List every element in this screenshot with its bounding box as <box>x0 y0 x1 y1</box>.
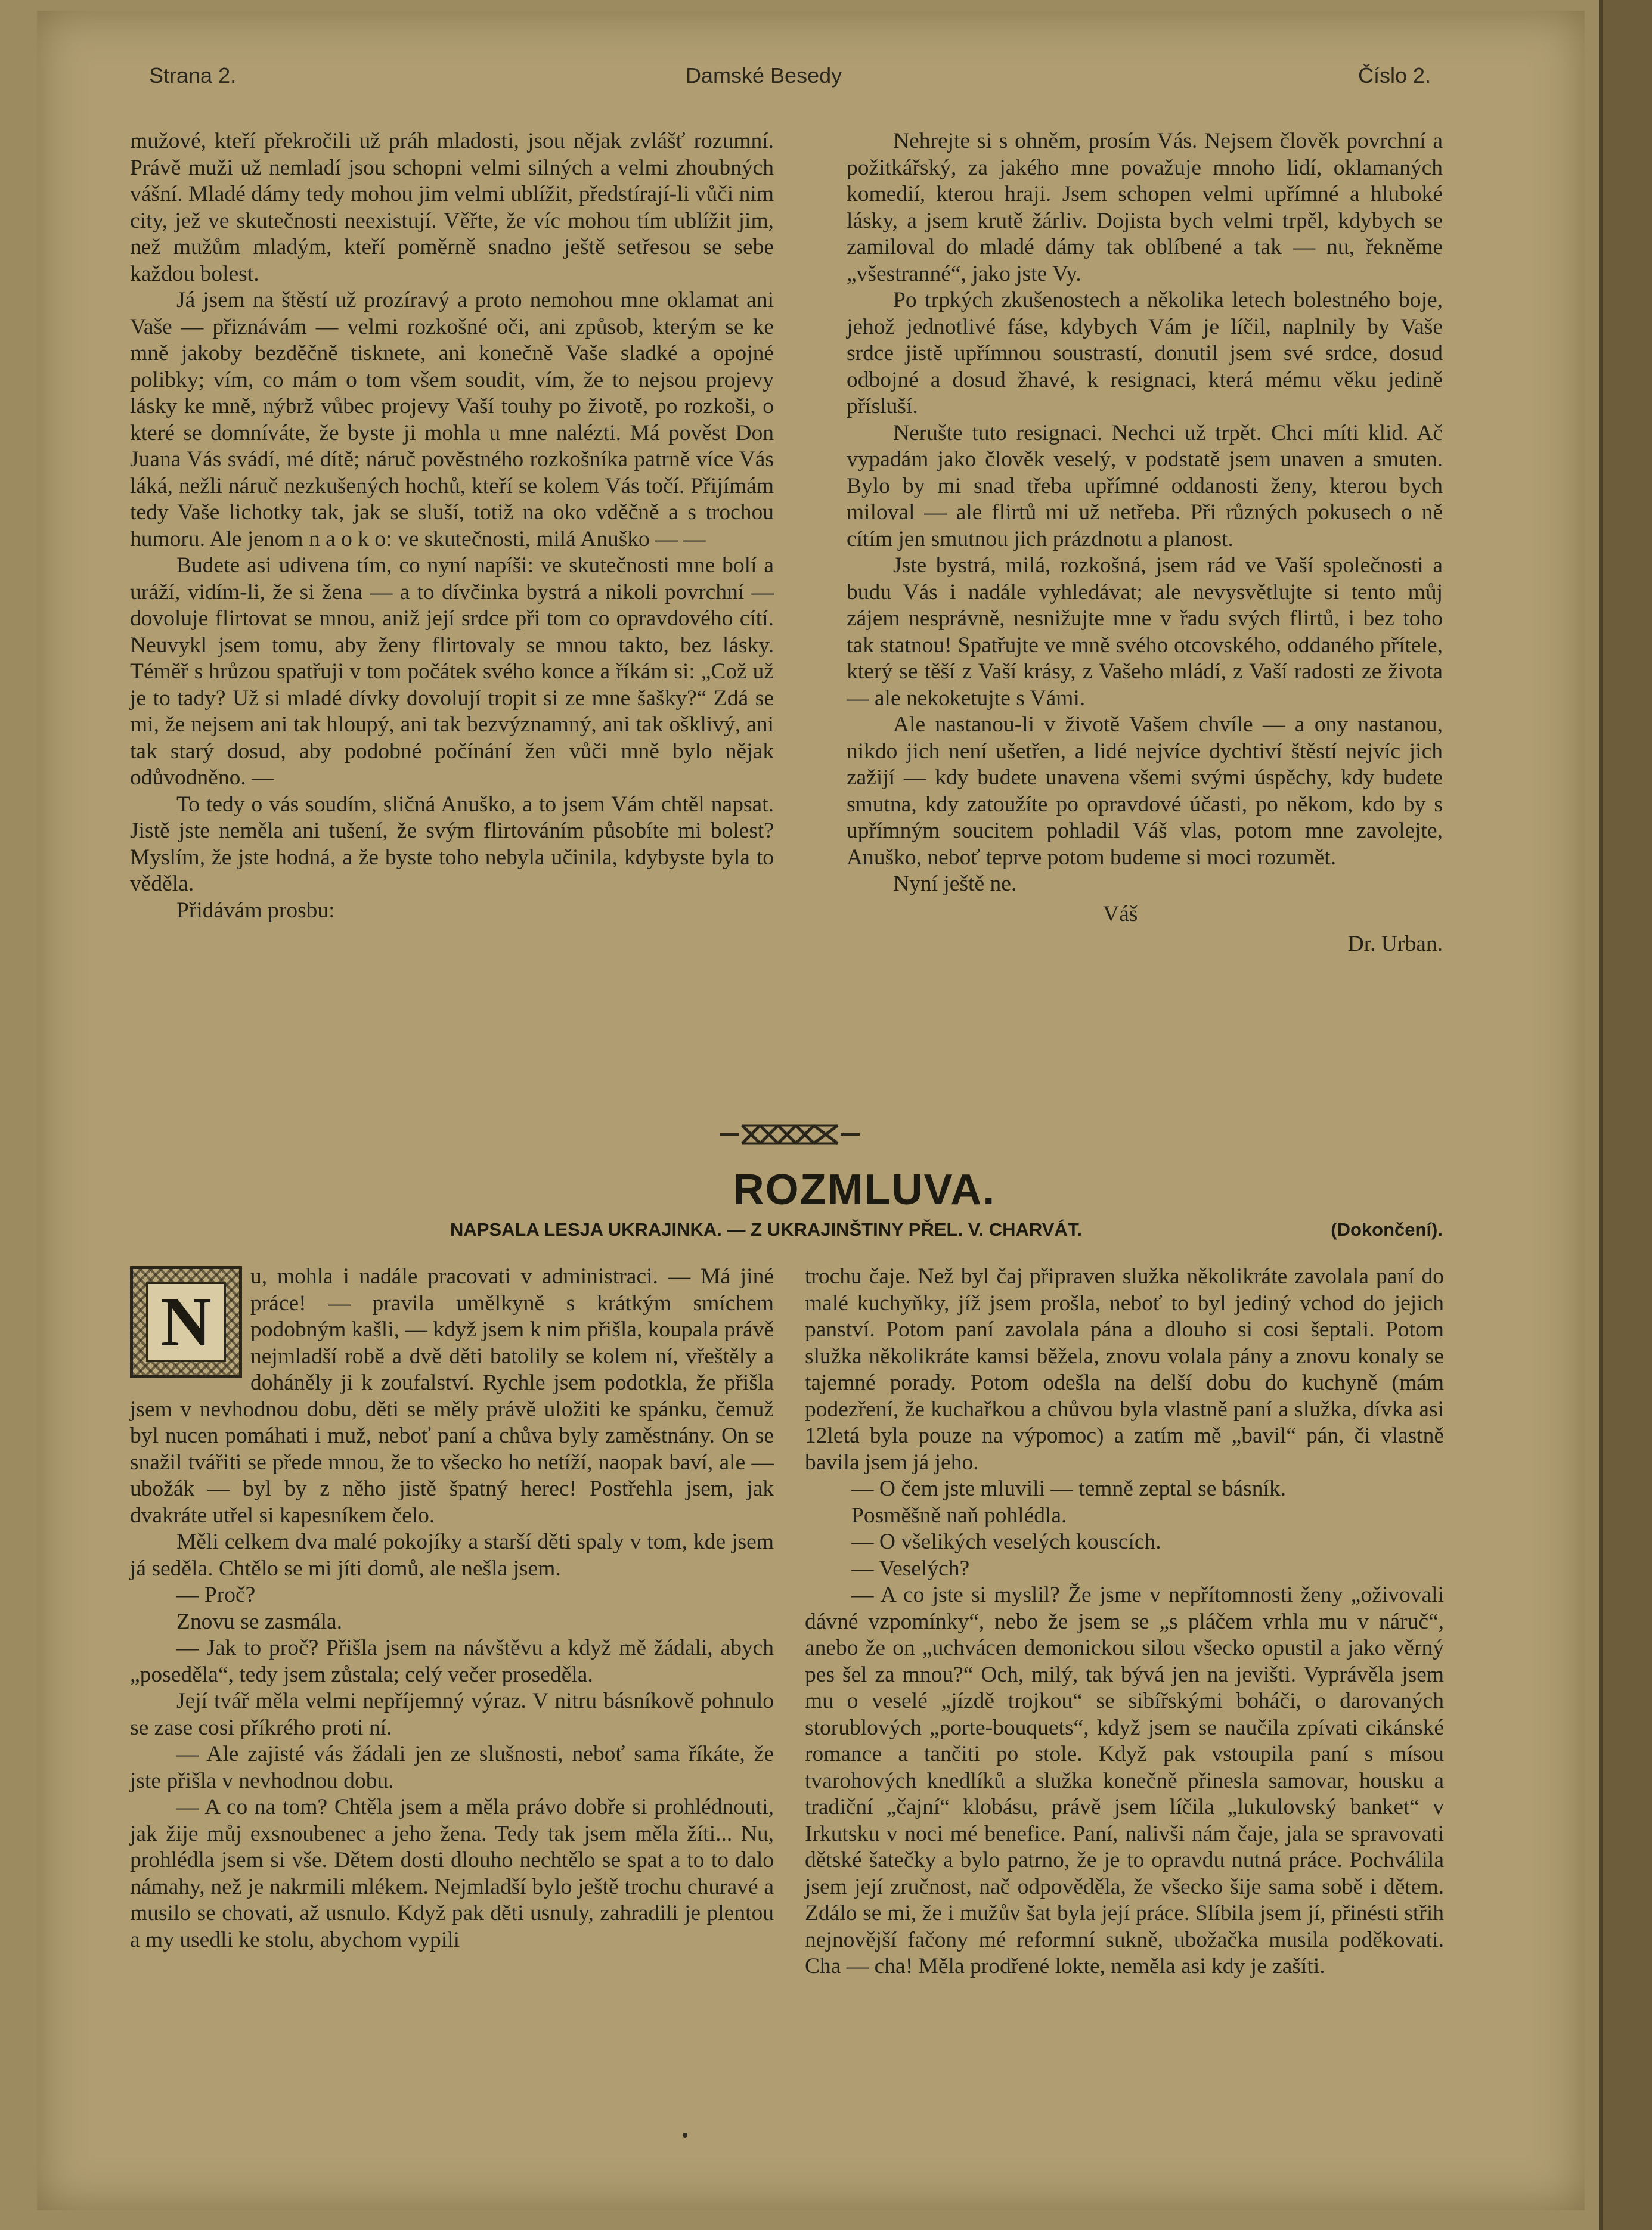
paragraph: mužové, kteří překročili už práh mladosti, jsou nějak zvlášť rozumní. Právě muži už nemladí jsou schopni velmi silných a velmi zhoubných vášní. Mladé dámy tedy mohou jim velmi ublížit, předstírají-li vůči nim city, jež ve skutečnosti neexistují. Věřte, že víc mohou tím ublížit jim, než mužům mladým, kteří poměrně snadno ještě setřesou se sebe každou bolest. <box>130 129 774 286</box>
paragraph: Posměšně naň pohlédla. <box>851 1503 1067 1528</box>
continued-label: (Dokončení). <box>1331 1219 1443 1240</box>
paragraph: — A co na tom? Chtěla jsem a měla právo dobře si prohlédnouti, jak žije můj exsnoubenec a jeho žena. Tedy tak jsem měla žíti... Nu, prohlédla jsem si vše. Dětem dosti dlouho nechtělo se spat a to to dalo námahy, než je nakrmili mlékem. Nejmladší bylo ještě trochu churavé a musilo se chovati, až usnulo. Když pak děti usnuly, zahradili je plentou a my usedli ke stolu, abychom vypili <box>130 1795 774 1952</box>
paragraph: Nehrejte si s ohněm, prosím Vás. Nejsem člověk povrchní a požitkářský, za jakého mne považuje mnoho lidí, oklamaných komedií, kterou hraji. Jsem schopen velmi upřímné a hluboké lásky, a jsem krutě žárliv. Dojista bych velmi trpěl, kdybych se zamiloval do mladé dámy tak oblíbené a tak — nu, řekněme „všestranné“, jako jste Vy. <box>847 129 1443 286</box>
paragraph: u, mohla i nadále pracovati v administraci. — Má jiné práce! — pravila umělkyně s krátkým smíchem podobným kašli, — když jsem k nim přišla, koupala právě nejmladší robě a dvě děti batolily se kolem ní, vřeštěly a doháněly ji k zoufalství. Rychle jsem podotkla, že přišla jsem v nevhodnou dobu, děti se měly právě uložiti ke spánku, čemuž byl nucen pomáhati i muž, neboť paní a chůva byly zaměstnány. On se snažil tvářiti se přede mnou, že to všecko ho netíží, naopak baví, ale — ubožák — byl by z něho jistě špatný herec! Postřehla jsem, jak dvakráte utřel si kapesníkem čelo. <box>130 1264 774 1528</box>
journal-title: Damské Besedy <box>686 63 842 88</box>
article-byline: NAPSALA LESJA UKRAJINKA. — Z UKRAJINŠTINY PŘEL. V. CHARVÁT. <box>450 1219 1082 1240</box>
paragraph: Já jsem na štěstí už prozíravý a proto nemohou mne oklamat ani Vaše — přiznávám — velmi rozkošné oči, ani způsob, kterým se ke mně jakoby bezděčně tisknete, ani konečně Vaše sladké a opojné polibky; vím, co mám o tom všem soudit, vím, že to nejsou projevy lásky ke mně, nýbrž vůbec projevy Vaší touhy po životě, po rozkoši, o které se domníváte, že byste ji mohla u mne nalézti. Má pověst Don Juana Vás svádí, mé dítě; náruč pověstného rozkošníka patrně více Vás láká, nežli náruč nezkušených hochů, kteří se kolem Vás točí. Přijímám tedy Vaše lichotky tak, jak se sluší, totiž na oko vděčně a s trochou humoru. Ale jenom n a o k o: ve skutečnosti, milá Anuško — — <box>130 288 774 551</box>
paragraph: — O všelikých veselých kouscích. <box>851 1530 1161 1554</box>
paragraph: To tedy o vás soudím, sličná Anuško, a to jsem Vám chtěl napsat. Jistě jste neměla ani tušení, že svým flirtováním působíte mi bolest? Myslím, že jste hodná, a že byste toho nebyla učinila, kdybyste byla to věděla. <box>130 792 774 896</box>
paragraph: Nyní ještě ne. <box>893 871 1017 896</box>
paragraph: — Ale zajisté vás žádali jen ze slušnosti, neboť sama říkáte, že jste přišla v nevhodnou dobu. <box>130 1742 774 1793</box>
paragraph: Jste bystrá, milá, rozkošná, jsem rád ve Vaší společnosti a budu Vás i nadále vyhledávat; ale nevysvětlujte si tento můj zájem nesprávně, nesnižujte mne v řadu svých flirtů, i bez toho tak statnou! Spatřujte ve mně svého otcovského, oddaného přítele, který se těší z Vaší krásy, z Vašeho mládí, z Vaší radosti ze života — ale nekoketujte s Vámi. <box>847 553 1443 711</box>
binding-edge <box>1599 0 1652 2230</box>
article-title: ROZMLUVA. <box>733 1166 996 1214</box>
page-number: Strana 2. <box>149 63 237 88</box>
paragraph: — Jak to proč? Přišla jsem na návštěvu a když mě žádali, abych „poseděla“, tedy jsem zůstala; celý večer proseděla. <box>130 1636 774 1687</box>
paragraph: Budete asi udivena tím, co nyní napíši: ve skutečnosti mne bolí a uráží, vidím-li, že si žena — a to dívčinka bystrá a nikoli povrchní — dovoluje flirtovat se mnou, aniž její srdce při tom co opravdového cítí. Neuvykl jsem tomu, aby ženy flirtovaly se mnou takto, bez lásky. Téměř s hrůzou spatřuji v tom počátek svého konce a říkám si: „Což už je to tady? Už si mladé dívky dovolují tropit si ze mne šašky?“ Zdá se mi, že nejsem ani tak hloupý, ani tak bezvýznamný, ani tak ošklivý, ani tak starý dosud, aby podobné počínání žen vůči mně bylo nějak odůvodněno. — <box>130 553 774 790</box>
running-head <box>149 63 1431 99</box>
paragraph: — A co jste si myslil? Že jsme v nepřítomnosti ženy „oživovali dávné vzpomínky“, nebo že jsem se „s pláčem vrhla mu v náruč“, anebo že on „uchvácen demonickou silou všecko opustil a jako věrný pes šel za mnou?“ Och, milý, tak bývá jen na jevišti. Vyprávěla jsem mu o veselé „jízdě trojkou“ se sibířskými boháči, o darovaných storublových „porte-bouquets“, když jsem se naučila zpívati cikánské romance a tančiti po stole. Když pak vstoupila paní s mísou tvarohových knedlíků a služka konečně přinesla samovar, housku a tradiční „čajní“ klobásu, právě jsem líčila „lukulovský banket“ v Irkutsku v noci mé benefice. Paní, nalivši nám čaje, jala se spravovati dětské šatečky a bylo patrno, že je to opravdu nutná práce. Pochválila jsem její zručnost, nač odpověděla, že všecko šije sama sobě i dětem. Zdálo se mi, že i mužův šat byla její práce. Slíbila jsem jí, přinésti střih nejnovější fačony mé reformní sukně, ubožačka musila poděkovati. Cha — cha! Měla prodřené lokte, neměla asi kdy je zašíti. <box>805 1583 1444 1978</box>
article-column-left <box>130 1264 774 1953</box>
paragraph: Její tvář měla velmi nepříjemný výraz. V nitru básníkově pohnulo se zase cosi příkrého proti ní. <box>130 1689 774 1740</box>
letter-signature: Dr. Urban. <box>1347 932 1443 956</box>
paragraph: Znovu se zasmála. <box>176 1609 343 1634</box>
section-divider-ornament <box>715 1119 864 1149</box>
paragraph: — O čem jste mluvili — temně zeptal se básník. <box>851 1477 1286 1501</box>
article-column-right <box>805 1264 1444 1980</box>
paragraph: Měli celkem dva malé pokojíky a starší děti spaly v tom, kde jsem já seděla. Chtělo se mi jíti domů, ale nešla jsem. <box>130 1530 774 1581</box>
paragraph: — Veselých? <box>851 1556 970 1581</box>
paragraph: Ale nastanou-li v životě Vašem chvíle — a ony nastanou, nikdo jich není ušetřen, a lidé nejvíce dychtiví štěstí nejvíc jich zažijí — kdy budete unavena všemi svými úspěchy, kdy budete smutna, kdy zatoužíte po opravdové účasti, po někom, kdo by s upřímným soucitem pohladil Váš vlas, potom mne zavolejte, Anuško, neboť teprve potom budeme si moci rozumět. <box>847 712 1443 870</box>
paragraph: — Proč? <box>176 1583 256 1607</box>
drop-cap-letter: N <box>146 1282 226 1362</box>
issue-number: Číslo 2. <box>1357 63 1431 88</box>
paragraph: trochu čaje. Než byl čaj připraven služka několikráte zavolala paní do malé kuchyňky, jíž jsem prošla, neboť to byl jediný vchod do jejich panství. Potom paní zavolala pána a dlouho si cosi šeptali. Potom služka několikráte kamsi běžela, znovu volala pány a znovu konaly se tajemné porady. Potom odešla na delší dobu do kuchyně (mám podezření, že kuchařkou a chůvou byla vlastně paní a služka, dívka asi 12letá byla pouze na výpomoc) a zatím mě „bavil“ pán, či vlastně bavila jsem já jeho. <box>805 1264 1444 1475</box>
paragraph: Přidávám prosbu: <box>176 898 335 923</box>
drop-cap-ornament <box>130 1266 242 1378</box>
paragraph: Nerušte tuto resignaci. Nechci už trpět. Chci míti klid. Ač vypadám jako člověk veselý, v podstatě jsem unaven a smuten. Bylo by mi snad třeba upřímné oddanosti ženy, kterou bych miloval — ale flirtů mi už netřeba. Při různých pokusech o ně cítím jen smutnou jich prázdnotu a planost. <box>847 420 1443 551</box>
page-mark <box>683 2133 687 2138</box>
letter-closing: Váš <box>1103 901 1138 926</box>
paragraph: Po trpkých zkušenostech a několika letech bolestného boje, jehož jednotlivé fáse, kdybych Vám je líčil, naplnily by Vaše srdce jistě upřímnou soustrastí, donutil jsem své srdce, dosud odbojné a dosud žhavé, k resignaci, která mému věku jedině přísluší. <box>847 288 1443 418</box>
letter-column-right <box>847 128 1443 958</box>
letter-column-left <box>130 128 774 924</box>
